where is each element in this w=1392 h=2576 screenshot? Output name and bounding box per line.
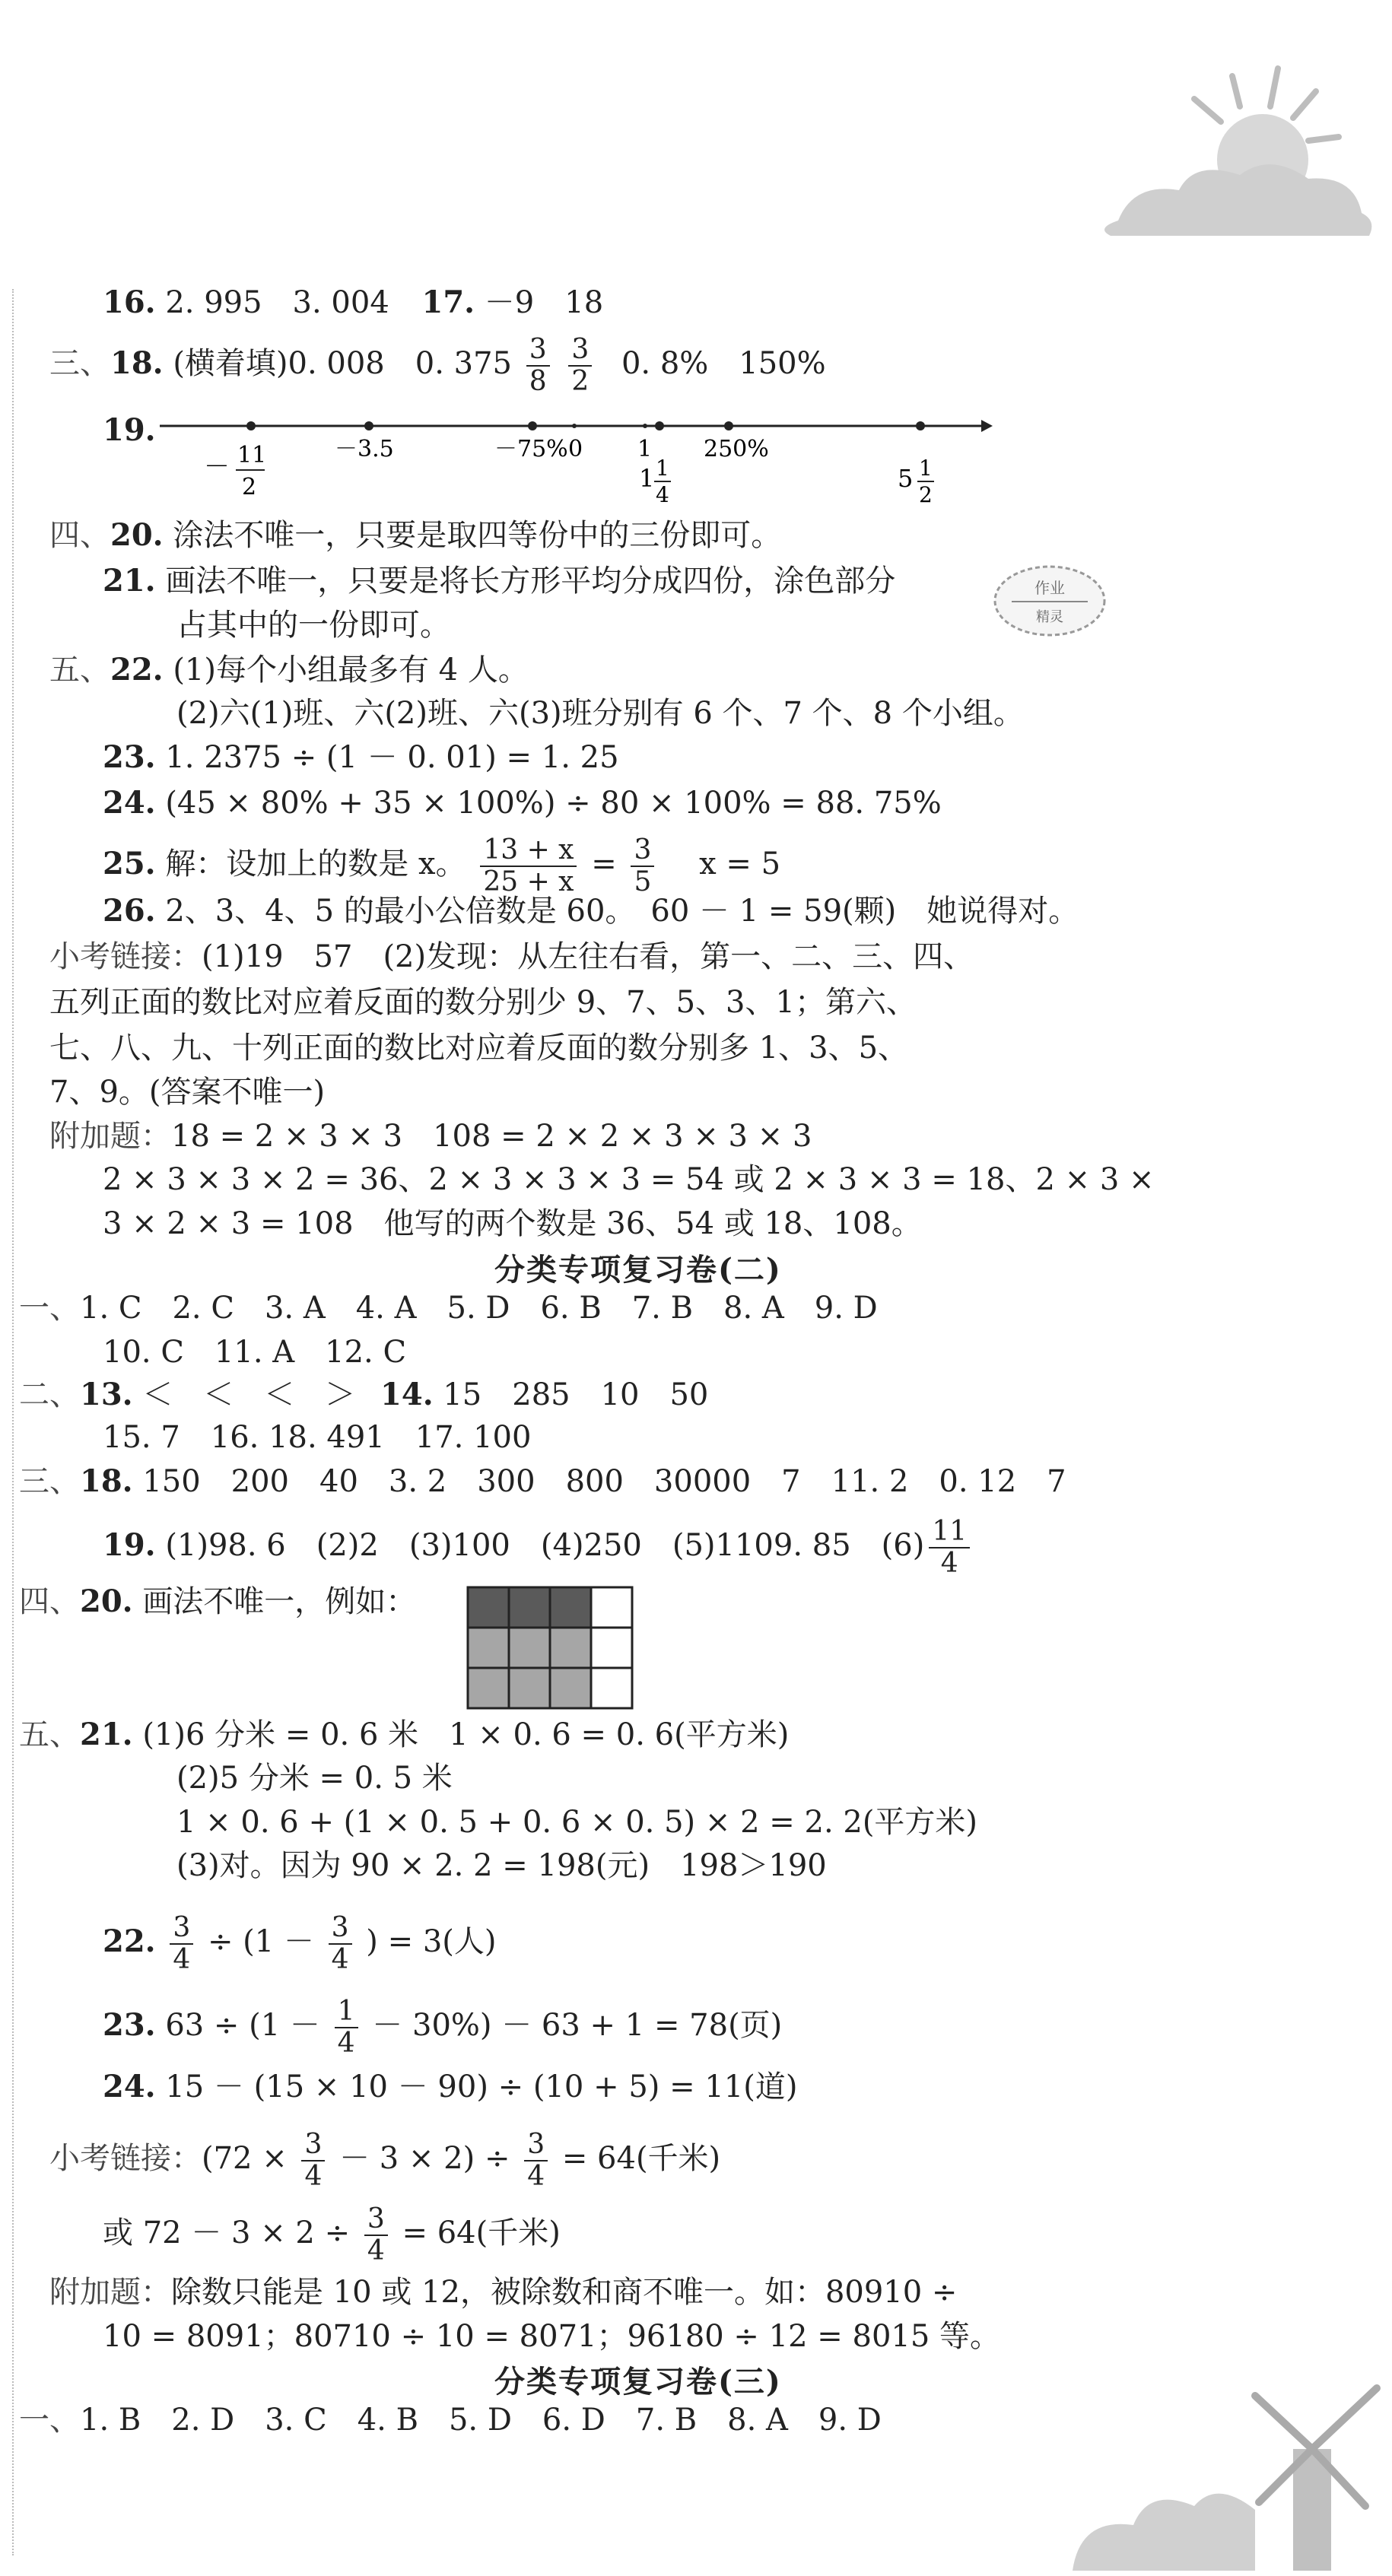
link-2-alt bbox=[103, 2204, 561, 2266]
answer-text: 涂法不唯一，只要是取四等份中的三份即可。 bbox=[173, 518, 782, 553]
answer-text: － 30%) － 63 + 1 = 78(页) bbox=[372, 2008, 783, 2043]
fraction: $\frac{3}{2}$ bbox=[568, 335, 592, 397]
answer-text: 3 × 2 × 3 = 108 他写的两个数是 36、54 或 18、108。 bbox=[103, 1206, 922, 1241]
answer-25: 25. 解：设加上的数是 x。 $\frac{13 + x}{25 + x}$ = $\frac{3}{5}$ x = 5 bbox=[103, 834, 781, 897]
svg-text:11: 11 bbox=[237, 442, 267, 469]
q-number: 20. bbox=[80, 1583, 133, 1619]
answer-text: 2 × 3 × 3 × 2 = 36、2 × 3 × 3 × 3 = 54 或 2 × 3 × 3 = 18、2 × 3 × bbox=[103, 1162, 1155, 1197]
q-number: 18. bbox=[110, 345, 164, 381]
margin-dotted-line bbox=[12, 289, 14, 2555]
fraction: $\frac{3}{4}$ bbox=[301, 2130, 325, 2192]
q-number: 19. bbox=[103, 412, 156, 448]
answer-text: (72 × bbox=[202, 2141, 288, 2176]
extra-1 bbox=[49, 1116, 812, 1156]
q-number: 22. bbox=[103, 1923, 156, 1959]
q-number: 24. bbox=[103, 785, 156, 821]
q-number: 20. bbox=[110, 517, 164, 553]
answer-text: (1)6 分米 = 0. 6 米 1 × 0. 6 = 0. 6(平方米) bbox=[142, 1717, 790, 1752]
answer-text: 0. 8% 150% bbox=[621, 346, 826, 381]
svg-text:5: 5 bbox=[898, 464, 914, 493]
answer-text: 或 72 － 3 × 2 ÷ bbox=[103, 2215, 351, 2250]
answer-2-21 bbox=[19, 1715, 789, 1755]
answer-3-1 bbox=[19, 2400, 882, 2440]
q-number: 16. bbox=[103, 284, 156, 320]
answer-text: 15. 7 16. 18. 491 17. 100 bbox=[103, 1420, 532, 1455]
answer-text: = 64(千米) bbox=[402, 2215, 561, 2250]
svg-text:1: 1 bbox=[919, 456, 933, 481]
answer-text: 七、八、九、十列正面的数比对应着反面的数分别多 1、3、5、 bbox=[49, 1031, 909, 1066]
q-number: 24. bbox=[103, 2069, 156, 2104]
answer-text: (1)98. 6 (2)2 (3)100 (4)250 (5)1109. 85 (6) bbox=[165, 1528, 925, 1563]
answer-22 bbox=[49, 650, 529, 690]
svg-text:2: 2 bbox=[919, 482, 933, 507]
q-number: 26. bbox=[103, 893, 156, 929]
answer-24 bbox=[103, 783, 942, 823]
section-label: 三、 bbox=[19, 1464, 80, 1499]
answer-text: ＜ ＜ ＜ ＞ bbox=[142, 1377, 356, 1412]
svg-text:－: － bbox=[204, 452, 230, 482]
answer-text: 画法不唯一，只要是将长方形平均分成四份，涂色部分 bbox=[165, 564, 896, 599]
fraction: $\frac{3}{4}$ bbox=[524, 2130, 548, 2192]
q-number: 14. bbox=[380, 1377, 434, 1412]
answer-2-18 bbox=[19, 1462, 1066, 1501]
svg-text:1: 1 bbox=[639, 464, 655, 493]
fraction: $\frac{3}{5}$ bbox=[631, 835, 654, 897]
answer-2-24 bbox=[103, 2067, 797, 2107]
svg-text:1: 1 bbox=[637, 436, 653, 462]
fraction: $\frac{3}{8}$ bbox=[526, 335, 550, 397]
answer-text: (3)对。因为 90 × 2. 2 = 198(元) 198＞190 bbox=[176, 1848, 827, 1883]
section-label: 四、 bbox=[49, 518, 110, 553]
extra-2 bbox=[49, 2273, 957, 2312]
link-2 bbox=[49, 2130, 720, 2192]
answer-text: 18 = 2 × 3 × 3 108 = 2 × 2 × 3 × 3 × 3 bbox=[171, 1119, 812, 1154]
section-label: 小考链接： bbox=[49, 2141, 202, 2176]
fraction: $\frac{3}{4}$ bbox=[364, 2204, 388, 2266]
answer-text: (2)5 分米 = 0. 5 米 bbox=[176, 1761, 453, 1796]
q-number: 23. bbox=[103, 739, 156, 775]
answer-text: 15 285 10 50 bbox=[443, 1377, 709, 1412]
number-line bbox=[0, 0, 1392, 532]
section-heading: 分类专项复习卷(二) bbox=[494, 1252, 782, 1288]
section-label: 五、 bbox=[49, 653, 110, 688]
svg-text:－3.5: －3.5 bbox=[335, 436, 394, 462]
fraction: $\frac{3}{4}$ bbox=[329, 1913, 352, 1975]
answer-23 bbox=[103, 738, 619, 777]
answer-2-22: 22. $\frac{3}{4}$ ÷ (1 － $\frac{3}{4}$ ) = 3(人) bbox=[103, 1912, 497, 1975]
q-number: 25. bbox=[103, 846, 156, 881]
answer-text: 1. 2375 ÷ (1 － 0. 01) = 1. 25 bbox=[165, 740, 619, 775]
fraction: $\frac{1}{4}$ bbox=[335, 1996, 358, 2059]
answer-text: (1)19 57 (2)发现：从左往右看，第一、二、三、四、 bbox=[202, 939, 974, 974]
q-number: 23. bbox=[103, 2007, 156, 2043]
section-label: 四、 bbox=[19, 1584, 80, 1619]
answer-2-20 bbox=[19, 1582, 416, 1622]
fraction: $\frac{11}{4}$ bbox=[929, 1517, 970, 1579]
answer-text: (45 × 80% + 35 × 100%) ÷ 80 × 100% = 88. 75% bbox=[165, 786, 942, 821]
answer-26 bbox=[103, 891, 1079, 931]
q-number: 19. bbox=[103, 1527, 156, 1563]
answer-text: x = 5 bbox=[699, 846, 781, 881]
answer-text: －9 18 bbox=[484, 285, 604, 320]
answer-text: － 3 × 2) ÷ bbox=[339, 2141, 510, 2176]
answer-text: (2)六(1)班、六(2)班、六(3)班分别有 6 个、7 个、8 个小组。 bbox=[176, 696, 1024, 731]
answer-text: 1 × 0. 6 + (1 × 0. 5 + 0. 6 × 0. 5) × 2 = 2. 2(平方米) bbox=[176, 1805, 978, 1840]
section-label: 附加题： bbox=[49, 2275, 171, 2310]
answer-21 bbox=[103, 561, 895, 601]
answer-text: (横着填)0. 008 0. 375 bbox=[173, 346, 512, 381]
q-number: 17. bbox=[421, 284, 475, 320]
svg-text:2: 2 bbox=[242, 474, 257, 500]
section-label: 小考链接： bbox=[49, 939, 202, 974]
answer-2-1 bbox=[19, 1288, 878, 1328]
svg-text:0: 0 bbox=[568, 436, 583, 462]
answer-2-23 bbox=[103, 1996, 782, 2059]
svg-text:4: 4 bbox=[656, 482, 669, 507]
svg-text:精灵: 精灵 bbox=[1036, 609, 1063, 625]
answer-text: 占其中的一份即可。 bbox=[176, 608, 450, 643]
svg-text:－75%: －75% bbox=[494, 436, 568, 462]
answer-text: 2. 995 3. 004 bbox=[165, 285, 389, 320]
section-label: 附加题： bbox=[49, 1119, 171, 1154]
answer-text: 10 = 8091；80710 ÷ 10 = 8071；96180 ÷ 12 = 8015 等。 bbox=[103, 2319, 1001, 2354]
link-1 bbox=[49, 937, 974, 977]
q-number: 21. bbox=[80, 1717, 133, 1752]
answer-text: 除数只能是 10 或 12，被除数和商不唯一。如：80910 ÷ bbox=[171, 2275, 958, 2310]
answer-2-19 bbox=[103, 1517, 974, 1579]
svg-text:250%: 250% bbox=[704, 436, 769, 462]
answer-text: 10. C 11. A 12. C bbox=[103, 1335, 407, 1370]
answer-text: = 3(人) bbox=[387, 1924, 497, 1959]
section-label: 一、 bbox=[19, 1291, 80, 1326]
answer-2-13 bbox=[19, 1375, 708, 1415]
q-number: 22. bbox=[110, 652, 164, 688]
section-label: 三、 bbox=[49, 346, 110, 381]
answer-text: (1)每个小组最多有 4 人。 bbox=[173, 653, 529, 688]
q-number: 13. bbox=[80, 1377, 133, 1412]
stamp-logo bbox=[989, 559, 1111, 643]
shaded-grid-figure bbox=[466, 1586, 634, 1711]
answer-text: 63 ÷ (1 － bbox=[165, 2008, 320, 2043]
section-heading: 分类专项复习卷(三) bbox=[494, 2364, 782, 2400]
windmill-decoration bbox=[1065, 2343, 1384, 2571]
answer-20 bbox=[49, 516, 781, 555]
answer-text: 7、9。(答案不唯一) bbox=[49, 1075, 326, 1110]
fraction: $\frac{13 + x}{25 + x}$ bbox=[480, 835, 577, 897]
answer-text: 五列正面的数比对应着反面的数分别少 9、7、5、3、1；第六、 bbox=[49, 985, 917, 1020]
answer-text: 画法不唯一，例如： bbox=[142, 1584, 417, 1619]
answer-text: 1. B 2. D 3. C 4. B 5. D 6. D 7. B 8. A 9. D bbox=[80, 2403, 882, 2438]
svg-text:作业: 作业 bbox=[1034, 579, 1065, 597]
answer-text: = 64(千米) bbox=[561, 2141, 721, 2176]
answer-text: 解：设加上的数是 x。 bbox=[165, 846, 466, 881]
answer-text: 15 － (15 × 10 － 90) ÷ (10 + 5) = 11(道) bbox=[165, 2069, 798, 2104]
q-number: 18. bbox=[80, 1463, 133, 1499]
section-label: 五、 bbox=[19, 1717, 80, 1752]
q-number: 21. bbox=[103, 563, 156, 599]
answer-text: 2、3、4、5 的最小公倍数是 60。 60 － 1 = 59(颗) 她说得对。 bbox=[165, 894, 1079, 929]
section-label: 二、 bbox=[19, 1377, 80, 1412]
svg-text:1: 1 bbox=[656, 456, 669, 481]
fraction: $\frac{3}{4}$ bbox=[170, 1913, 193, 1975]
section-label: 一、 bbox=[19, 2403, 80, 2438]
answer-text: 1. C 2. C 3. A 4. A 5. D 6. B 7. B 8. A 9. D bbox=[80, 1291, 878, 1326]
answer-text: 150 200 40 3. 2 300 800 30000 7 11. 2 0. 12 7 bbox=[142, 1464, 1066, 1499]
